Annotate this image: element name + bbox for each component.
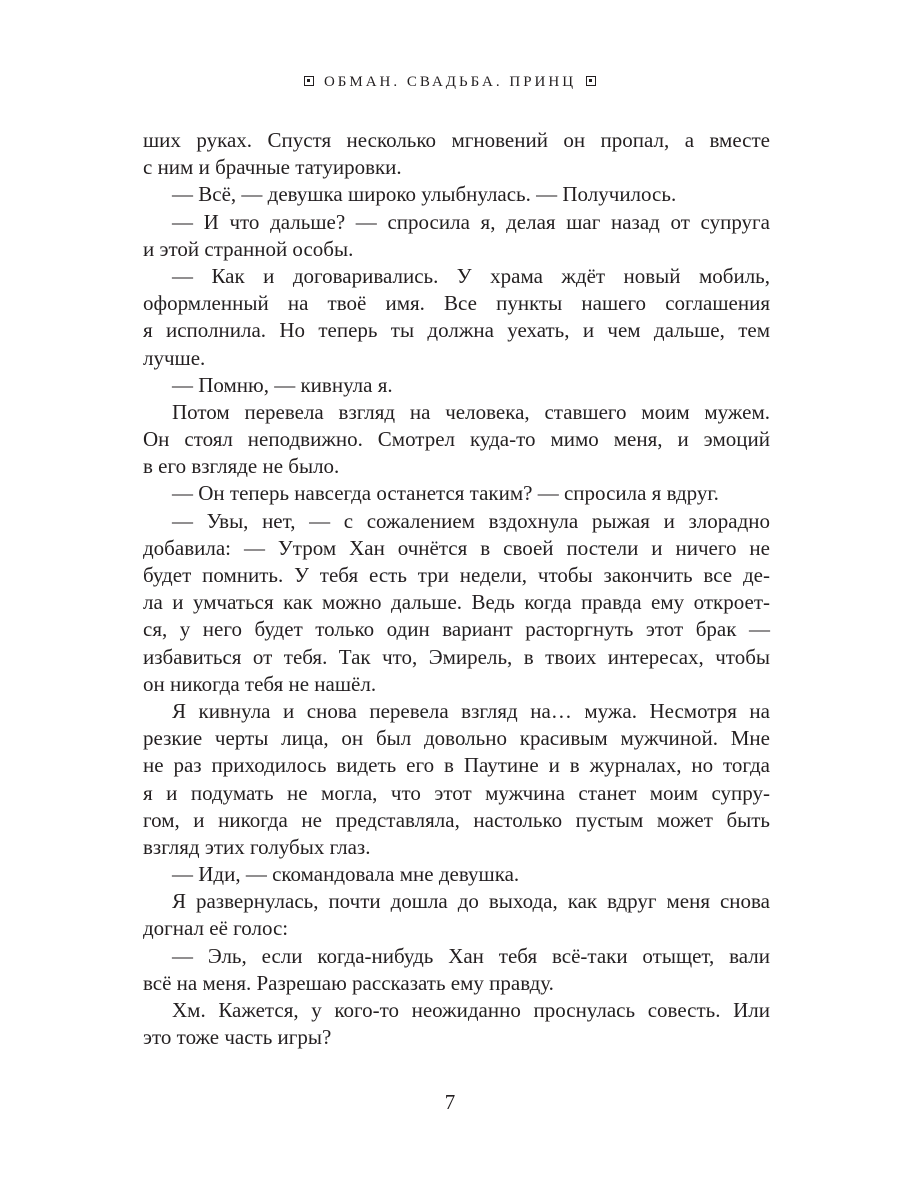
text-line: — Увы, нет, — с сожалением вздохнула рыжая и злорадно [172, 508, 770, 533]
text-line: всё на меня. Разрешаю рассказать ему правду. [143, 970, 554, 995]
text-line: — И что дальше? — спросила я, делая шаг назад от супруга [172, 209, 770, 234]
text-line: — Всё, — девушка широко улыбнулась. — Получилось. [172, 182, 677, 207]
text-line: гом, и никогда не представляла, настолько пустым может быть [143, 807, 770, 832]
text-line: лучше. [143, 345, 206, 370]
text-line: будет помнить. У тебя есть три недели, чтобы закончить все де- [143, 563, 770, 587]
text-line: добавила: — Утром Хан очнётся в своей постели и ничего не [143, 535, 770, 560]
text-line: с ним и брачные татуировки. [143, 155, 402, 180]
running-head [0, 72, 900, 92]
text-line: — Как и договаривались. У храма ждёт новый мобиль, [172, 263, 770, 288]
text-line: я и подумать не могла, что этот мужчина станет моим супру- [143, 780, 770, 805]
text-line: ла и умчаться как можно дальше. Ведь когда правда ему откроет- [143, 590, 770, 615]
text-line: Хм. Кажется, у кого-то неожиданно проснулась совесть. Или [172, 998, 770, 1022]
text-line: не раз приходилось видеть его в Паутине и в журналах, но тогда [143, 753, 770, 778]
text-line: я исполнила. Но теперь ты должна уехать, и чем дальше, тем [143, 318, 770, 343]
text-line: — Эль, если когда-нибудь Хан тебя всё-таки отыщет, вали [172, 943, 770, 968]
text-line: это тоже часть игры? [143, 1025, 332, 1050]
text-line: Потом перевела взгляд на человека, ставшего моим мужем. [172, 399, 770, 424]
text-line: он никогда тебя не нашёл. [143, 671, 377, 696]
text-line: Я развернулась, почти дошла до выхода, как вдруг меня снова [172, 889, 770, 914]
text-line: в его взгляде не было. [143, 454, 340, 479]
body-text [143, 127, 770, 1051]
text-line: ся, у него будет только один вариант расторгнуть этот брак — [143, 617, 770, 642]
text-line: — Иди, — скомандовала мне девушка. [172, 862, 520, 887]
text-line: избавиться от тебя. Так что, Эмирель, в твоих интересах, чтобы [143, 644, 770, 669]
text-line: резкие черты лица, он был довольно красивым мужчиной. Мне [143, 726, 770, 751]
text-line: — Помню, — кивнула я. [172, 372, 393, 397]
text-line: взгляд этих голубых глаз. [143, 834, 371, 859]
text-line: ших руках. Спустя несколько мгновений он пропал, а вместе [143, 128, 770, 152]
text-line: догнал её голос: [143, 916, 289, 941]
ornament-left-icon [304, 76, 314, 86]
text-line: — Он теперь навсегда останется таким? — спросила я вдруг. [172, 481, 719, 506]
text-line: оформленный на твоё имя. Все пункты нашего соглашения [143, 291, 770, 316]
text-line: и этой странной особы. [143, 236, 354, 261]
text-line: Он стоял неподвижно. Смотрел куда-то мимо меня, и эмоций [143, 427, 770, 452]
page-number: 7 [444, 1090, 456, 1114]
text-line: Я кивнула и снова перевела взгляд на… мужа. Несмотря на [172, 698, 770, 723]
ornament-right-icon [586, 76, 596, 86]
running-title: ОБМАН. СВАДЬБА. ПРИНЦ [323, 74, 577, 90]
